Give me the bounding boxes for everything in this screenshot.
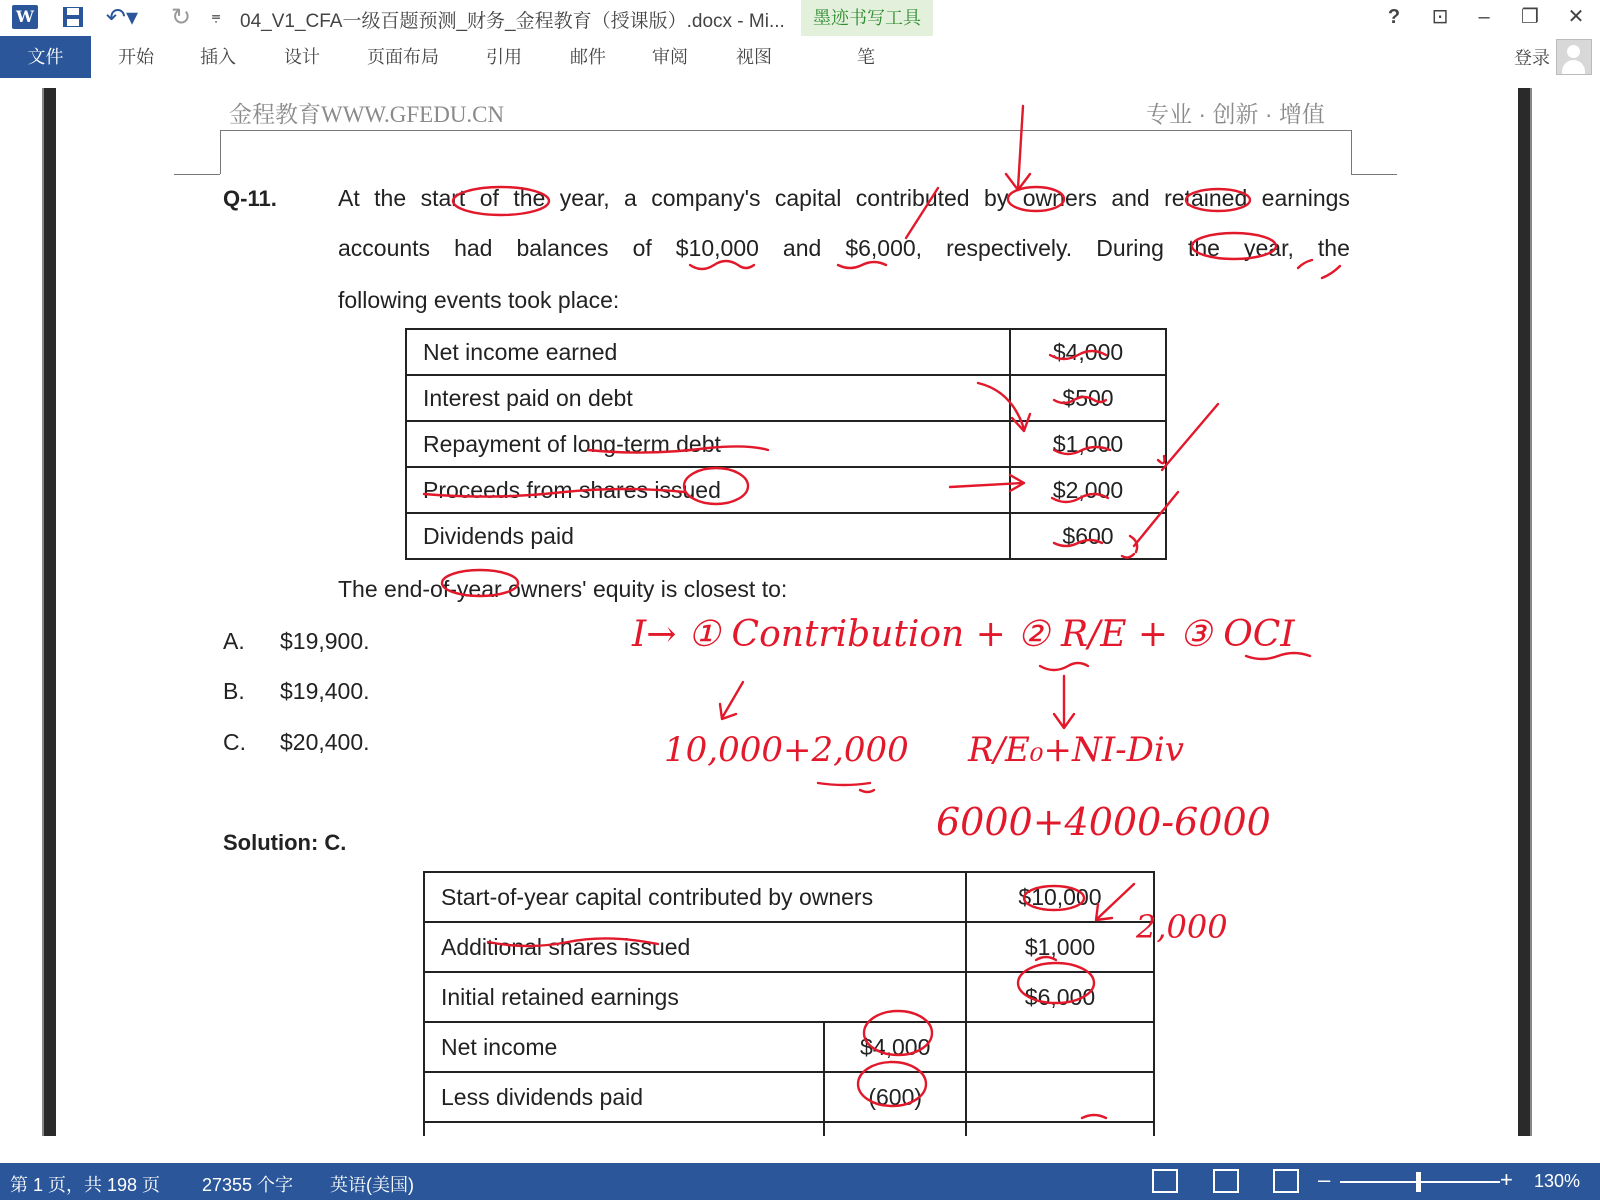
question-prompt: The end-of-year owners' equity is closest to: xyxy=(338,576,788,602)
table-row xyxy=(406,375,1166,421)
option-letter: C. xyxy=(223,729,246,755)
word: retained xyxy=(1164,185,1248,211)
table-row xyxy=(424,1022,1154,1072)
word: and xyxy=(782,235,822,261)
word: respectively. xyxy=(946,235,1073,261)
ink-squiggle xyxy=(818,783,874,792)
event-label: Repayment of long-term debt xyxy=(406,421,1010,467)
header-rule-extension xyxy=(174,174,220,175)
word: had xyxy=(454,235,493,261)
tab-review[interactable]: 审阅 xyxy=(652,47,688,67)
table-row xyxy=(424,1122,1154,1136)
undo-icon[interactable]: ↶▾ xyxy=(105,3,139,31)
word: year, xyxy=(559,185,610,211)
redo-icon[interactable]: ↻ xyxy=(170,3,192,31)
print-layout-icon[interactable] xyxy=(1213,1169,1239,1193)
table-row xyxy=(406,467,1166,513)
word: by xyxy=(984,185,1009,211)
word: of xyxy=(479,185,499,211)
page-edge-right xyxy=(1518,88,1532,1136)
ink-stroke xyxy=(1158,404,1218,470)
word: and xyxy=(1111,185,1150,211)
ink-arrow xyxy=(1054,676,1074,728)
table-row xyxy=(406,513,1166,559)
page-count[interactable]: 第 1 页，共 198 页 xyxy=(10,1175,161,1195)
document-title: 04_V1_CFA一级百题预测_财务_金程教育（授课版）.docx - Mi... xyxy=(240,11,785,32)
table-row xyxy=(424,922,1154,972)
tab-home[interactable]: 开始 xyxy=(118,47,154,67)
ink-tick xyxy=(1298,260,1340,278)
option-letter: B. xyxy=(223,678,245,704)
word: the xyxy=(513,185,546,211)
question-line-1 xyxy=(338,185,1350,212)
ribbon-tabs xyxy=(0,36,1600,78)
document-canvas[interactable] xyxy=(0,78,1600,1136)
word: of xyxy=(632,235,652,261)
solution-row-value xyxy=(966,1022,1154,1072)
word: accounts xyxy=(338,235,431,261)
event-amount: $600 xyxy=(1010,513,1166,559)
table-row xyxy=(424,972,1154,1022)
solution-row-label: Less dividends paid xyxy=(424,1072,824,1122)
table-row xyxy=(406,329,1166,375)
page-header-right: 专业 · 创新 · 增值 xyxy=(1146,101,1325,127)
restore-icon[interactable]: ❐ xyxy=(1521,6,1539,28)
tab-view[interactable]: 视图 xyxy=(736,47,772,67)
answer-option xyxy=(223,729,370,756)
word-count[interactable]: 27355 个字 xyxy=(202,1175,294,1195)
solution-row-label: Additional shares issued xyxy=(424,922,966,972)
page-edge-left xyxy=(42,88,56,1136)
ink-arrow xyxy=(720,682,743,719)
solution-row-label: Initial retained earnings xyxy=(424,972,966,1022)
event-label: Net income earned xyxy=(406,329,1010,375)
option-value: $19,900. xyxy=(280,628,370,654)
zoom-in-icon[interactable]: + xyxy=(1500,1167,1513,1192)
event-amount: $2,000 xyxy=(1010,467,1166,513)
event-amount: $4,000 xyxy=(1010,329,1166,375)
solution-row-value: $6,000 xyxy=(966,972,1154,1022)
option-letter: A. xyxy=(223,628,245,654)
ink-arrow xyxy=(1006,106,1030,190)
ink-calc-retained-earnings: R/E₀+NI-Div xyxy=(968,730,1185,770)
solution-row-label: Start-of-year capital contributed by owners xyxy=(424,872,966,922)
event-amount: $1,000 xyxy=(1010,421,1166,467)
word: start xyxy=(420,185,466,211)
zoom-slider-thumb[interactable] xyxy=(1416,1172,1421,1192)
question-line-3: following events took place: xyxy=(338,287,620,313)
status-bar xyxy=(0,1163,1600,1200)
tab-mailings[interactable]: 邮件 xyxy=(570,47,606,67)
question-line-2 xyxy=(338,235,1350,262)
word: During xyxy=(1096,235,1164,261)
read-mode-icon[interactable] xyxy=(1152,1169,1178,1193)
tab-file[interactable]: 文件 xyxy=(0,36,91,78)
event-label: Proceeds from shares issued xyxy=(406,467,1010,513)
web-layout-icon[interactable] xyxy=(1273,1169,1299,1193)
solution-row-value xyxy=(966,1072,1154,1122)
question-number: Q-11. xyxy=(223,186,277,211)
ribbon-display-options-icon[interactable]: ⊡ xyxy=(1431,6,1449,28)
solution-row-subvalue: (600) xyxy=(824,1072,966,1122)
tab-references[interactable]: 引用 xyxy=(486,47,522,67)
header-rule-corner xyxy=(220,130,221,174)
sign-in-link[interactable]: 登录 xyxy=(1514,48,1550,68)
table-row xyxy=(424,1072,1154,1122)
save-icon[interactable] xyxy=(58,4,88,30)
word: $6,000, xyxy=(845,235,923,261)
solution-row-value: $10,000 xyxy=(966,872,1154,922)
table-row xyxy=(406,421,1166,467)
word: earnings xyxy=(1261,185,1350,211)
event-label: Interest paid on debt xyxy=(406,375,1010,421)
ink-calc-values: 6000+4000-6000 xyxy=(936,800,1271,844)
page-header-left: 金程教育WWW.GFEDU.CN xyxy=(229,102,505,127)
tab-insert[interactable]: 插入 xyxy=(200,47,236,67)
event-amount: $500 xyxy=(1010,375,1166,421)
word: the xyxy=(1317,235,1350,261)
word: the xyxy=(374,185,407,211)
solution-row-value xyxy=(966,1122,1154,1136)
solution-row-label xyxy=(424,1122,824,1136)
ink-tools-title: 墨迹书写工具 xyxy=(813,8,921,28)
ink-squiggle xyxy=(1040,663,1088,670)
word: capital xyxy=(774,185,842,211)
solution-row-value: $1,000 xyxy=(966,922,1154,972)
user-avatar-icon[interactable] xyxy=(1556,39,1592,75)
tab-layout[interactable]: 页面布局 xyxy=(367,47,439,67)
table-row xyxy=(424,872,1154,922)
word-app-icon[interactable]: W xyxy=(12,5,38,29)
solution-label: Solution: C. xyxy=(223,830,347,855)
ink-squiggle xyxy=(838,262,886,268)
option-value: $20,400. xyxy=(280,729,370,755)
word: the xyxy=(1188,235,1220,261)
solution-row-subvalue xyxy=(824,1122,966,1136)
close-icon[interactable]: ✕ xyxy=(1567,6,1585,28)
events-table xyxy=(405,328,1167,560)
minimize-icon[interactable]: – xyxy=(1478,6,1490,28)
zoom-out-icon[interactable]: – xyxy=(1318,1167,1331,1192)
solution-row-subvalue: $4,000 xyxy=(824,1022,966,1072)
ink-squiggle xyxy=(690,261,754,269)
title-bar xyxy=(0,0,1600,36)
tab-pen[interactable]: 笔 xyxy=(857,47,875,67)
ink-formula: I→ ① Contribution + ② R/E + ③ OCI xyxy=(632,614,1295,655)
customize-toolbar-icon[interactable]: ⩦ xyxy=(211,8,221,25)
word: a xyxy=(624,185,637,211)
word: company's xyxy=(651,185,761,211)
help-button[interactable]: ? xyxy=(1387,6,1401,28)
event-label: Dividends paid xyxy=(406,513,1010,559)
header-rule-extension xyxy=(1351,174,1397,175)
word: owners xyxy=(1022,185,1097,211)
zoom-level[interactable]: 130% xyxy=(1534,1171,1581,1191)
header-rule xyxy=(220,130,1352,131)
solution-table xyxy=(423,871,1155,1136)
ink-calc-contribution: 10,000+2,000 xyxy=(664,730,909,770)
header-rule-corner xyxy=(1351,130,1352,174)
word: At xyxy=(338,185,360,211)
ink-side-note: 2,000 xyxy=(1136,908,1228,946)
option-value: $19,400. xyxy=(280,678,370,704)
word: contributed xyxy=(855,185,970,211)
answer-option xyxy=(223,628,370,655)
solution-row-label: Net income xyxy=(424,1022,824,1072)
word: $10,000 xyxy=(675,235,759,261)
language-indicator[interactable]: 英语(美国) xyxy=(330,1175,414,1195)
word: year, xyxy=(1244,235,1294,261)
tab-design[interactable]: 设计 xyxy=(284,47,320,67)
answer-option xyxy=(223,678,370,705)
word: balances xyxy=(516,235,609,261)
